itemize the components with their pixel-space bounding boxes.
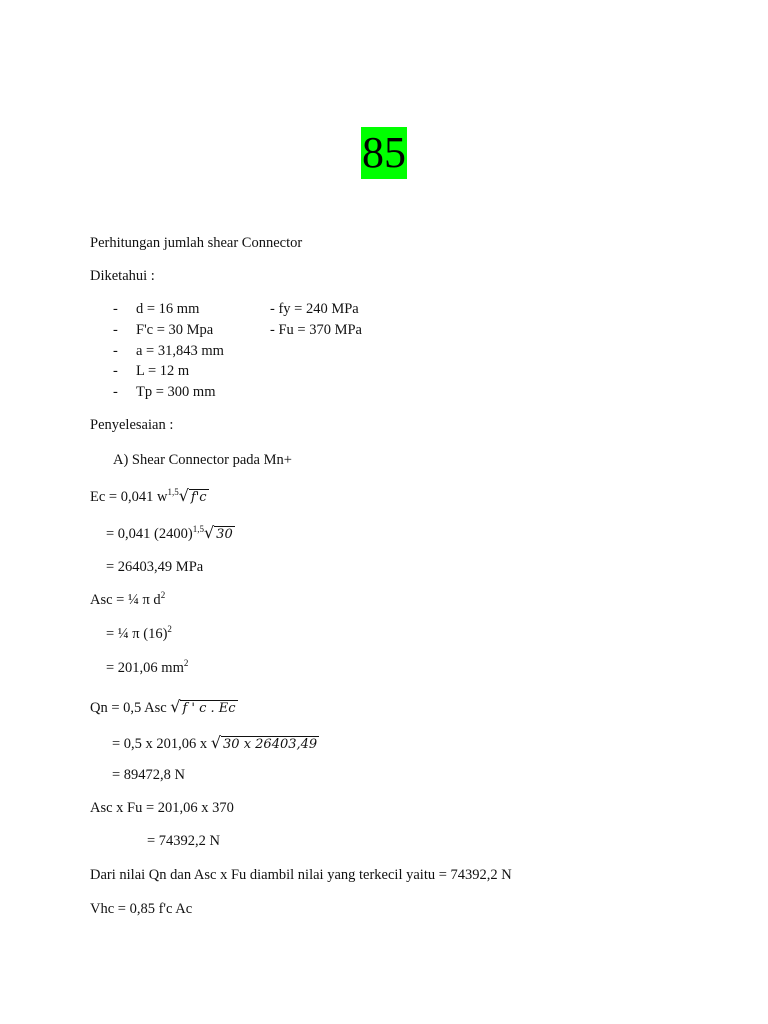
given-item [113,343,224,360]
solution-label: Penyelesaian : [90,417,174,433]
sqrt: √ 30 x 26403,49 [210,733,318,752]
ec-line-3: = 26403,49 MPa [106,559,204,575]
asc-l3-exp: 2 [183,658,189,669]
asc-l1-exp: 2 [160,590,166,601]
list-dash: - [113,322,118,338]
ec-l2-text: = 0,041 (2400) [106,526,193,542]
given-fy: - fy = 240 MPa [270,301,359,317]
qn-l2-radicand: 30 x 26403,49 [223,737,318,752]
ec-l2-radicand: 30 [216,527,233,542]
asc-l2-text: = ¼ π (16) [106,626,168,642]
sqrt: √ f ' c . Ec [170,697,236,716]
vhc-line: Vhc = 0,85 f'c Ac [90,901,193,917]
asc-line-2 [106,626,172,643]
sqrt: √ f'c [178,486,207,505]
given-fu: - Fu = 370 MPa [270,322,362,338]
page-number: 85 [362,128,406,177]
qn-l1-radicand: f ' c . Ec [182,701,236,716]
ec-l1-text: Ec = 0,041 w [90,489,168,505]
sqrt: √ 30 [203,523,233,542]
given-a: a = 31,843 mm [136,343,224,359]
asc-line-3 [106,660,188,677]
list-dash: - [113,343,118,359]
qn-line-2 [112,733,319,753]
given-item [113,322,213,339]
asc-line-1 [90,592,165,609]
given-d: d = 16 mm [136,301,200,317]
ec-l1-radicand: f'c [190,490,207,505]
asc-l1-text: Asc = ¼ π d [90,592,161,608]
asc-l2-exp: 2 [167,624,172,635]
ascfu-line-1: Asc x Fu = 201,06 x 370 [90,800,234,816]
given-fc: F'c = 30 Mpa [136,322,214,338]
ec-l1-exp: 1,5 [167,487,179,498]
list-dash: - [113,384,118,400]
list-dash: - [113,301,118,317]
ec-l2-exp: 1,5 [192,524,204,535]
qn-l1-text: Qn = 0,5 Asc [90,700,171,716]
ec-line-2 [106,523,235,543]
section-a-heading: A) Shear Connector pada Mn+ [113,452,292,468]
given-item [113,384,215,401]
qn-line-1 [90,697,238,717]
list-dash: - [113,363,118,379]
ec-line-1 [90,486,209,506]
conclusion-text: Dari nilai Qn dan Asc x Fu diambil nilai yang terkecil yaitu = 74392,2 N [90,867,512,883]
qn-line-3: = 89472,8 N [112,767,186,783]
given-l: L = 12 m [136,363,190,379]
given-tp: Tp = 300 mm [136,384,216,400]
given-label: Diketahui : [90,268,155,284]
qn-l2-text: = 0,5 x 201,06 x [112,736,211,752]
given-item [113,301,199,318]
asc-l3-text: = 201,06 mm [106,660,184,676]
given-item [113,363,189,380]
doc-title: Perhitungan jumlah shear Connector [90,235,303,251]
ascfu-line-2: = 74392,2 N [147,833,221,849]
